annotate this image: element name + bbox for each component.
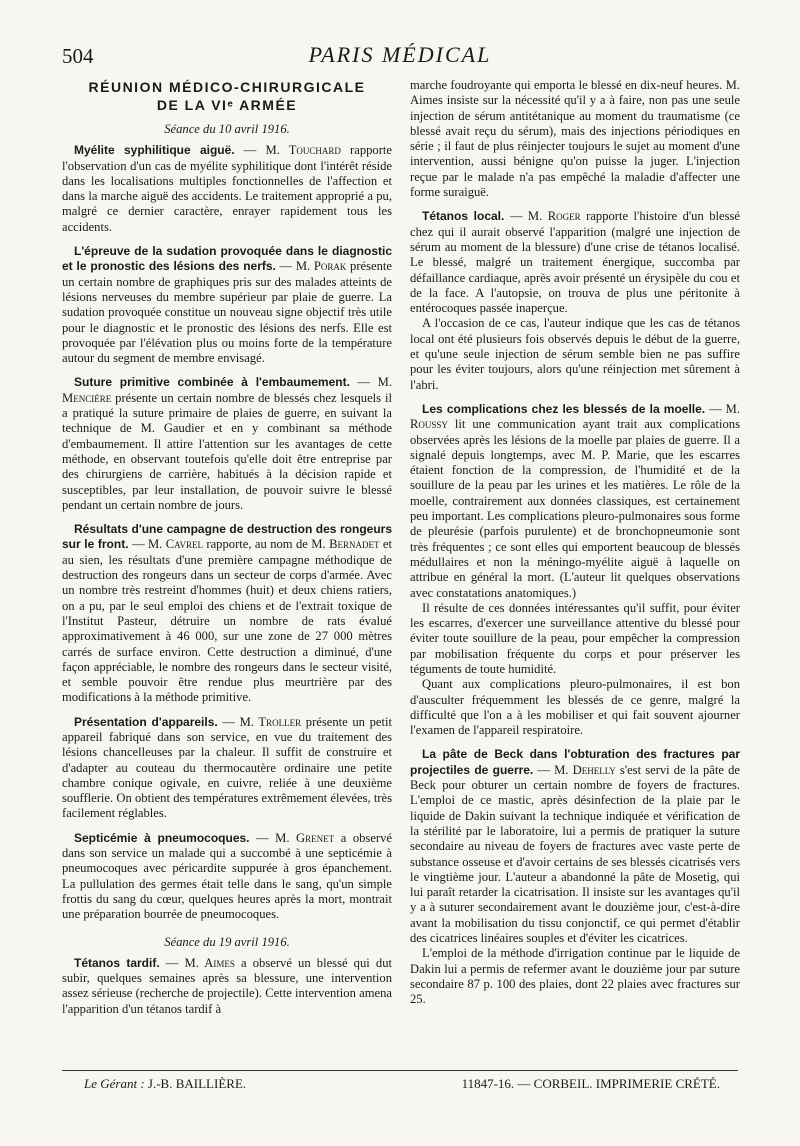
section-title: Suture primitive combinée à l'embaumement. (74, 375, 350, 390)
section-pate-beck: La pâte de Beck dans l'obturation des fractures par projectiles de guerre. — M. Dehelly s'est servi de la pâte de Beck pour obturer un certain nombre de foyers de fractures. L'emploi de ce mastic, après désinfection de la plaie par le liquide de Dakin suivant la technique indiquée et vérification de la stérilité par le laboratoire, lui a permis de pratiquer la suture secondaire au niveau de foyers de fractures avec vaste perte de substance osseuse et d'avoir certains de ses blessés cicatrisés vers le vingtième jour. L'auteur a abandonné la pâte de Mosetig, qui lui paraît retarder la cicatrisation. Il insiste sur les avantages qu'il y a à suturer secondairement avant le douzième jour, c'est-à-dire avant la mobilisation du tissu conjonctif, ce qui permet d'établir des cicatrices linéaires souples et d'éviter les cicatrices. L'emploi de la méthode d'irrigation continue par le liquide de Dakin lui a permis de refermer avant le douzième jour par suture secondaire 87 p. 100 des plaies, dont 22 plaies avec fractures sur 25. (410, 747, 740, 1007)
section-suture: Suture primitive combinée à l'embaumement. — M. Mencière présente un certain nombre de blessés chez lesquels il a pratiqué la suture primaire de plaies de guerre, en suivant la technique de M. Gaudier et en y combinant sa méthode d'embaumement. Il attire l'attention sur les avantages de cette méthode, en observant toutefois qu'elle doit être entreprise par des chirurgiens de carrière, habitués à la décision rapide et susceptibles, par leur installation, de pouvoir suivre le blessé pendant un certain nombre de jours. (62, 375, 393, 512)
session-date-1: Séance du 10 avril 1916. (164, 122, 290, 136)
section-text-2: et au sien, les résultats d'une première campagne méthodique de destruction des rongeurs dans un secteur de corps d'armée. Avec un nombre très restreint d'hommes (huit) et deux chiens ratiers, on a pu, par le seul emploi des chiens et de l'extrait toxique de l'Institut Pasteur, détruire un nombre de rats évalué approximativement à 46 000, sur une zone de 27 000 mètres carrés de surface environ. Cette destruction a diminué, d'une façon appréciable, le nombre des rongeurs dans le secteur visité, et semble pouvoir être rendue plus meurtrière par des modifications à la méthode primitive. (62, 537, 392, 705)
section-rongeurs: Résultats d'une campagne de destruction des rongeurs sur le front. — M. Cavrel rapporte, au nom de M. Bernadet et au sien, les résultats d'une première campagne méthodique de destruction des rongeurs dans un secteur de corps d'armée. Avec un nombre très restreint d'hommes (huit) et deux chiens ratiers, on a pu, par le seul emploi des chiens et de l'extrait toxique de l'Institut Pasteur, détruire un nombre de rats évalué approximativement à 46 000, sur une zone de 27 000 mètres carrés de surface environ. Cette destruction a diminué, d'une façon appréciable, le nombre des rongeurs dans le secteur visité, et semble pouvoir être rendue plus meurtrière par des modifications à la méthode primitive. (62, 522, 392, 705)
section-appareils: Présentation d'appareils. — M. Troller présente un petit appareil fabriqué dans son service, en vue du traitement des lésions chancelleuses par la chaleur. Il suffit de construire et d'adapter au couteau du thermocautère ordinaire une petite chambre conique ogivale, en cuivre, reliée à une deuxième soufflerie. On obtient des températures extrêmement élevées, très facilement réglables. (62, 714, 393, 821)
section-text: rapporte, au nom de M. (206, 537, 326, 552)
section-text-2: L'emploi de la méthode d'irrigation continue par le liquide de Dakin lui a permis de refermer avant le douzième jour par suture secondaire 87 p. 100 des plaies, dont 22 plaies avec fractures sur 25. (410, 946, 740, 1007)
heading-line-1: RÉUNION MÉDICO-CHIRURGICALE (88, 79, 366, 95)
section-sudation: L'épreuve de la sudation provoquée dans le diagnostic et le pronostic des lésions des nerfs. — M. Porak présente un certain nombre de graphiques pris sur des malades atteints de lésions nerveuses du membre supérieur par plaie de guerre. La sudation provoquée constitue un nouveau signe objectif très utile pour le diagnostic et le pronostic des lésions des nerfs. Elle est provoquée par l'élévation plus ou moins forte de la température autour du segment de membre envisagé. (62, 244, 392, 366)
author-name: M. Roger (527, 209, 581, 224)
section-text: présente un petit appareil fabriqué dans son service, en vue du traitement des lésions chancelleuses par la chaleur. Il suffit de construire et d'adapter au couteau du thermocautère ordinaire une petite chambre conique ogivale, en cuivre, reliée à une deuxième soufflerie. On obtient des températures extrêmement élevées, très facilement réglables. (62, 714, 393, 821)
section-title: La pâte de Beck dans l'obturation des fractures par projectiles de guerre. (410, 747, 740, 777)
section-text: marche foudroyante qui emporta le blessé en dix-neuf heures. M. Aimes insiste sur la nécessité qu'il y a à faire, non pas une seule injection de sérum antitétanique au moment du traumatisme (ce blessé avait reçu du sérum), mais des injections périodiques en série ; il faut de plus réinjecter toujours le sujet au moment d'une intervention, aussi bénigne qu'on puisse la juger. L'injection reçue par le malade n'a pas empêché la maladie d'affecter une forme suraiguë. (410, 78, 740, 200)
section-text: rapporte l'observation d'un cas de myélite syphilitique dont l'intérêt réside dans les localisations multiples fonctionnelles de l'affection et dans la marche aiguë des accidents. Le traitement approprié a pu, malgré ce dernier caractère, enrayer rapidement tous les accidents. (62, 143, 392, 234)
section-tetanos-local: Tétanos local. — M. Roger rapporte l'histoire d'un blessé chez qui il aurait observé l'apparition (malgré une injection de sérum au moment de la blessure) d'une crise de tétanos localisé. Le blessé, malgré un traitement énergique, succomba par défaillance cardiaque, après avoir présenté un érysipèle du cou et de la face. A l'autopsie, on trouva de plus une péritonite à entérocoques passée inaperçue. A l'occasion de ce cas, l'auteur indique que les cas de tétanos local ont été plusieurs fois observés depuis le début de la guerre, et qu'une seule injection de sérum semble bien ne pas suffire pour les éviter toujours, alors qu'une réinjection met sûrement à l'abri. (410, 209, 740, 392)
section-title: Les complications chez les blessés de la moelle. (422, 401, 706, 416)
author-name: M. Touchard (265, 143, 341, 158)
section-title: Myélite syphilitique aiguë. (74, 143, 235, 158)
article-columns (62, 78, 740, 1068)
section-text: rapporte l'histoire d'un blessé chez qui il aurait observé l'apparition (malgré une injection de sérum au moment de la blessure) d'une crise de tétanos localisé. Le blessé, malgré un traitement énergique, succomba par défaillance cardiaque, après avoir présenté un érysipèle du cou et de la face. A l'autopsie, on trouva de plus une péritonite à entérocoques passée inaperçue. (410, 209, 740, 316)
section-title: Résultats d'une campagne de destruction des rongeurs sur le front. (62, 522, 392, 552)
printer-line: 11847-16. — CORBEIL. IMPRIMERIE CRÉTÉ. (461, 1076, 720, 1091)
section-text: a observé un blessé qui dut subir, quelques semaines après sa blessure, une intervention assez sérieuse (recherche de projectile). Cette intervention amena l'apparition d'un tétanos tardif à (62, 955, 392, 1016)
section-text: présente un certain nombre de blessés chez lesquels il a pratiqué la suture primaire de plaies de guerre, en suivant la technique de M. Gaudier et en y combinant sa méthode d'embaumement. Il attire l'attention sur les avantages de cette méthode, en observant toutefois qu'elle doit être entreprise par des chirurgiens de carrière, habitués à la décision rapide et susceptibles, par leur installation, de pouvoir suivre le blessé pendant un certain nombre de jours. (62, 390, 393, 512)
section-tetanos-tardif-cont (410, 78, 740, 200)
section-text-3: Quant aux complications pleuro-pulmonaires, il est bon d'ausculter fréquemment les blessés de ce genre, malgré la difficulté que l'on a à les mobiliser et qui fait souvent ajourner l'examen de l'appareil respiratoire. (410, 677, 740, 738)
section-text-2: A l'occasion de ce cas, l'auteur indique que les cas de tétanos local ont été plusieurs fois observés depuis le début de la guerre, et qu'une seule injection de sérum semble bien ne pas suffire pour les éviter toujours, alors qu'une réinjection met sûrement à l'abri. (410, 316, 740, 392)
section-septicemie: Septicémie à pneumocoques. — M. Grenet a observé dans son service un malade qui a succombé à une septicémie à pneumocoques avec péricardite suppurée à gros épanchement. La pullulation des germes était telle dans le sang, qu'un simple frottis du sang du cœur, quelques heures après la mort, montrait une préparation bourrée de pneumocoques. (62, 830, 392, 922)
page-number: 504 (62, 44, 94, 68)
article-heading (62, 78, 392, 114)
section-tetanos-tardif: Tétanos tardif. — M. Aimes a observé un blessé qui dut subir, quelques semaines après sa blessure, une intervention assez sérieuse (recherche de projectile). Cette intervention amena l'apparition d'un tétanos tardif à (62, 955, 392, 1016)
gerant-name: J.-B. BAILLIÈRE. (147, 1076, 247, 1091)
author-name: M. Troller (239, 714, 302, 729)
gerant-line (84, 1076, 246, 1092)
section-title: Septicémie à pneumocoques. (74, 830, 250, 845)
gerant-label: Le Gérant : (84, 1076, 145, 1091)
author-name: M. Dehelly (554, 762, 616, 777)
section-myelite: Myélite syphilitique aiguë. — M. Touchard rapporte l'observation d'un cas de myélite syphilitique dont l'intérêt réside dans les localisations multiples fonctionnelles de l'affection et dans la marche aiguë des accidents. Le traitement approprié a pu, malgré ce dernier caractère, enrayer rapidement tous les accidents. (62, 143, 392, 234)
left-column (62, 78, 392, 1068)
section-text: s'est servi de la pâte de Beck pour obturer un certain nombre de foyers de fractures. L'emploi de ce mastic, après désinfection de la plaie par le liquide de Dakin suivant la technique indiquée et vérification de la stérilité par le laboratoire, lui a permis de pratiquer la suture secondaire au niveau de foyers de fractures avec vaste perte de substance osseuse et d'avoir certains de ses blessés cicatrisés vers le vingtième jour. L'auteur a abandonné la pâte de Mosetig, qui lui paraît retarder la cicatrisation. Il insiste sur les avantages qu'il y a à suturer secondairement avant le douzième jour, c'est-à-dire avant la mobilisation du tissu conjonctif, ce qui permet d'établir des cicatrices linéaires souples et d'éviter les cicatrices. (410, 762, 740, 946)
journal-title: PARIS MÉDICAL (308, 42, 492, 67)
section-moelle: Les complications chez les blessés de la moelle. — M. Roussy lit une communication ayant trait aux complications observées après les lésions de la moelle par plaies de guerre. Il a signalé depuis longtemps, avec M. P. Marie, que les escarres étaient fonction de la compression, de l'humidité et de la souillure de la peau par les urines et les matières. Le rôle de la moelle, contrairement aux données classiques, est certainement peu important. Les complications pleuro-pulmonaires sous forme de pleurésie (parfois purulente) et de bronchopneumonie sont très fréquentes ; ce sont elles qui emportent beaucoup de blessés médullaires et non la méningo-myélite aiguë à laquelle on attribue en général la mort. (L'auteur lit quelques observations avec constatations anatomiques.) Il résulte de ces données intéressantes qu'il suffit, pour éviter les escarres, d'exercer une surveillance attentive du blessé pour éviter toute souillure de la peau, pour empêcher la compression par mobilisation fréquente du corps et pour préserver les téguments de toute humidité. Quant aux complications pleuro-pulmonaires, il est bon d'ausculter fréquemment les blessés de ce genre, malgré la difficulté que l'on a à les mobiliser et qui fait souvent ajourner l'examen de l'appareil respiratoire. (410, 401, 741, 738)
author-name-2: Bernadet (329, 537, 380, 552)
footer-divider (62, 1070, 738, 1071)
section-title: Tétanos tardif. (74, 955, 160, 970)
author-name: M. Cavrel (147, 537, 203, 552)
author-name: M. Porak (295, 259, 347, 274)
heading-line-2: DE LA VIᵉ ARMÉE (156, 97, 298, 113)
section-title: Tétanos local. (422, 209, 505, 224)
section-title: Présentation d'appareils. (74, 714, 218, 729)
section-text: présente un certain nombre de graphiques pris sur des malades atteints de lésions nerveuses du membre supérieur par plaie de guerre. La sudation provoquée constitue un nouveau signe objectif très utile pour le diagnostic et le pronostic des lésions des nerfs. Elle est provoquée par l'élévation plus ou moins forte de la température autour du segment de membre envisagé. (62, 259, 392, 366)
author-name: M. Mencière (62, 375, 392, 405)
section-text-2: Il résulte de ces données intéressantes qu'il suffit, pour éviter les escarres, d'exercer une surveillance attentive du blessé pour éviter toute souillure de la peau, pour empêcher la compression par mobilisation fréquente du corps et pour préserver les téguments de toute humidité. (410, 600, 740, 676)
section-title: L'épreuve de la sudation provoquée dans le diagnostic et le pronostic des lésions des nerfs. (62, 244, 392, 274)
session-date-2: Séance du 19 avril 1916. (164, 934, 290, 949)
section-text: lit une communication ayant trait aux complications observées après les lésions de la moelle par plaies de guerre. Il a signalé depuis longtemps, avec M. P. Marie, que les escarres étaient fonction de la compression, de l'humidité et de la souillure de la peau par les urines et les matières. Le rôle de la moelle, contrairement aux données classiques, est certainement peu important. Les complications pleuro-pulmonaires sous forme de pleurésie (parfois purulente) et de bronchopneumonie sont très fréquentes ; ce sont elles qui emportent beaucoup de blessés médullaires et non la méningo-myélite aiguë à laquelle on attribue en général la mort. (L'auteur lit quelques observations avec constatations anatomiques.) (410, 417, 740, 600)
section-text: a observé dans son service un malade qui a succombé à une septicémie à pneumocoques avec péricardite suppurée à gros épanchement. La pullulation des germes était telle dans le sang, qu'un simple frottis du sang du cœur, quelques heures après la mort, montrait une préparation bourrée de pneumocoques. (62, 830, 392, 922)
page-header (62, 40, 738, 74)
author-name: M. Aimes (184, 955, 235, 970)
right-column (410, 78, 740, 1068)
author-name: M. Roussy (410, 401, 741, 432)
author-name: M. Grenet (275, 830, 335, 845)
